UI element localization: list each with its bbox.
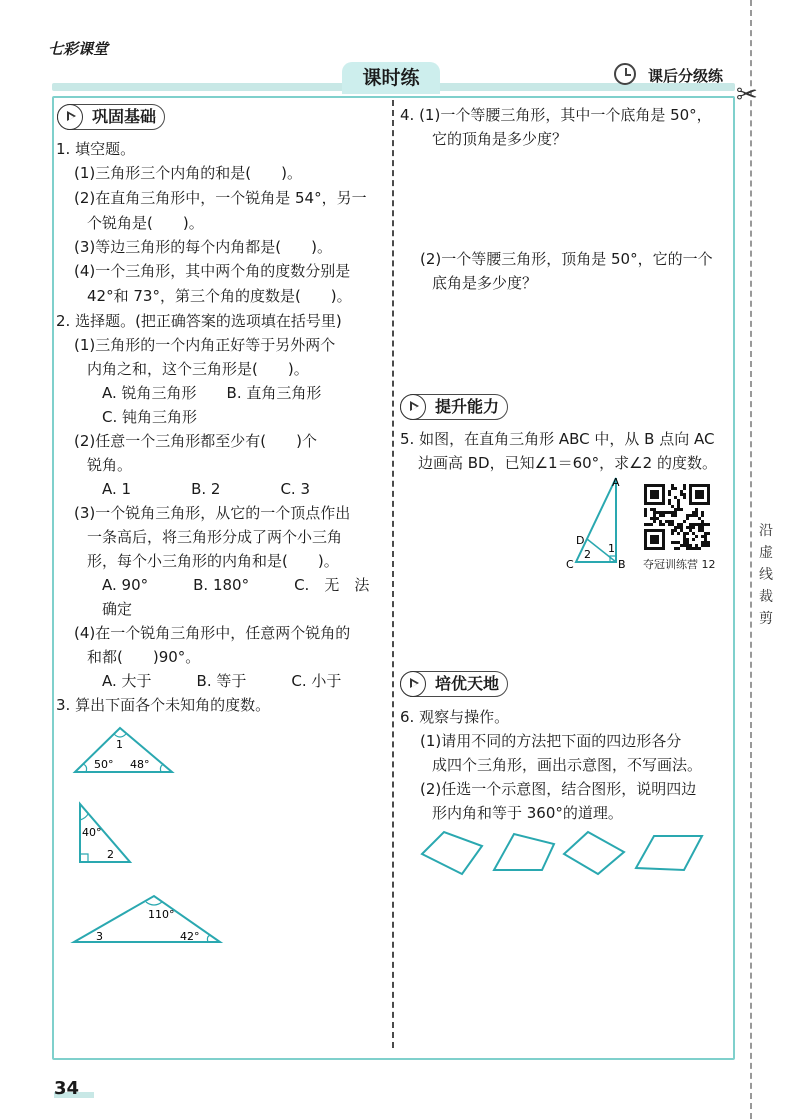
header-right-label: 课后分级练 — [648, 67, 724, 85]
column-divider — [392, 100, 394, 1048]
fig1-angle-top: 1 — [116, 738, 123, 751]
quadrilateral-3 — [564, 832, 624, 874]
q2-1-option-c: C. 钝角三角形 — [102, 408, 198, 426]
q4-2: (2)一个等腰三角形，顶角是 50°，它的一个 — [420, 250, 713, 268]
q5: 5. 如图，在直角三角形 ABC 中，从 B 点向 AC — [400, 430, 715, 448]
q2-3-options: A. 90° B. 180° C. 无 法 — [102, 576, 370, 594]
q4-2-cont: 底角是多少度？ — [432, 274, 538, 292]
q2-3: (3)一个锐角三角形，从它的一个顶点作出 — [74, 504, 351, 522]
q2-4: (4)在一个锐角三角形中，任意两个锐角的 — [74, 624, 351, 642]
q2-1-cont: 内角之和，这个三角形是( )。 — [87, 360, 309, 378]
label-angle-2: 2 — [584, 548, 591, 561]
quadrilateral-2 — [494, 834, 554, 870]
fig3-angle-right: 42° — [180, 930, 200, 943]
label-c: C — [566, 558, 574, 571]
q6-2-cont: 形内角和等于 360°的道理。 — [432, 804, 623, 822]
label-b: B — [618, 558, 626, 571]
fig1-angle-left: 50° — [94, 758, 114, 771]
play-icon — [400, 671, 426, 697]
brand-logo: 七彩课堂 — [48, 40, 109, 58]
q1-4-cont: 42°和 73°，第三个角的度数是( )。 — [87, 287, 352, 305]
q2-4-options: A. 大于 B. 等于 C. 小于 — [102, 672, 342, 690]
q2-3-cont1: 一条高后，将三角形分成了两个小三角 — [87, 528, 343, 546]
q1-heading: 1. 填空题。 — [56, 140, 136, 158]
q2-4-cont: 和都( )90°。 — [87, 648, 201, 666]
q4-1: 4. (1)一个等腰三角形，其中一个底角是 50°， — [400, 106, 712, 124]
q2-3-option-c-cont: 确定 — [102, 600, 133, 618]
label-a: A — [612, 476, 620, 489]
triangle-figure-3 — [70, 892, 224, 946]
q5-cont: 边画高 BD，已知∠1＝60°，求∠2 的度数。 — [418, 454, 717, 472]
q2-3-cont2: 形，每个小三角形的内角和是( )。 — [87, 552, 339, 570]
label-d: D — [576, 534, 585, 547]
cut-instruction: 沿虚线裁剪 — [759, 523, 773, 627]
q6-1: (1)请用不同的方法把下面的四边形各分 — [420, 732, 682, 750]
quadrilaterals — [418, 828, 708, 878]
q2-2-cont: 锐角。 — [87, 456, 133, 474]
play-icon — [400, 394, 426, 420]
triangle-figure-1 — [70, 724, 180, 780]
q3-heading: 3. 算出下面各个未知角的度数。 — [56, 696, 271, 714]
fig3-angle-top: 110° — [148, 908, 175, 921]
q2-2: (2)任意一个三角形都至少有( )个 — [74, 432, 317, 450]
q2-2-options: A. 1 B. 2 C. 3 — [102, 480, 311, 498]
triangle-abc-figure — [560, 472, 636, 572]
section-ability-label: 提升能力 — [435, 397, 500, 416]
q1-3: (3)等边三角形的每个内角都是( )。 — [74, 238, 332, 256]
fig2-angle-top: 40° — [82, 826, 102, 839]
scissors-icon: ✂ — [736, 80, 758, 110]
fig2-angle-bottom: 2 — [107, 848, 114, 861]
section-basics-label: 巩固基础 — [92, 107, 157, 126]
quadrilateral-4 — [636, 836, 702, 870]
q1-2: (2)在直角三角形中，一个锐角是 54°，另一 — [74, 189, 367, 207]
q1-1: (1)三角形三个内角的和是( )。 — [74, 164, 302, 182]
q4-1-cont: 它的顶角是多少度？ — [432, 130, 568, 148]
q1-2-cont: 个锐角是( )。 — [87, 214, 204, 232]
header-title: 课时练 — [342, 62, 440, 94]
qr-caption: 夺冠训练营 12 — [643, 558, 716, 571]
section-advanced-label: 培优天地 — [435, 674, 500, 693]
q2-1-options-ab: A. 锐角三角形 B. 直角三角形 — [102, 384, 322, 402]
page-number: 34 — [54, 1078, 80, 1099]
label-angle-1: 1 — [608, 542, 615, 555]
q2-heading: 2. 选择题。(把正确答案的选项填在括号里) — [56, 312, 342, 330]
quadrilateral-1 — [422, 832, 482, 874]
triangle-figure-2 — [74, 800, 136, 866]
play-icon — [57, 104, 83, 130]
q6-1-cont: 成四个三角形，画出示意图，不写画法。 — [432, 756, 703, 774]
q2-1: (1)三角形的一个内角正好等于另外两个 — [74, 336, 336, 354]
q6-heading: 6. 观察与操作。 — [400, 708, 510, 726]
qr-code[interactable] — [644, 484, 710, 550]
q6-2: (2)任选一个示意图，结合图形，说明四边 — [420, 780, 697, 798]
cut-line — [750, 0, 752, 1119]
clock-icon — [614, 63, 636, 85]
fig1-angle-right: 48° — [130, 758, 150, 771]
q1-4: (4)一个三角形，其中两个角的度数分别是 — [74, 262, 351, 280]
fig3-angle-left: 3 — [96, 930, 103, 943]
